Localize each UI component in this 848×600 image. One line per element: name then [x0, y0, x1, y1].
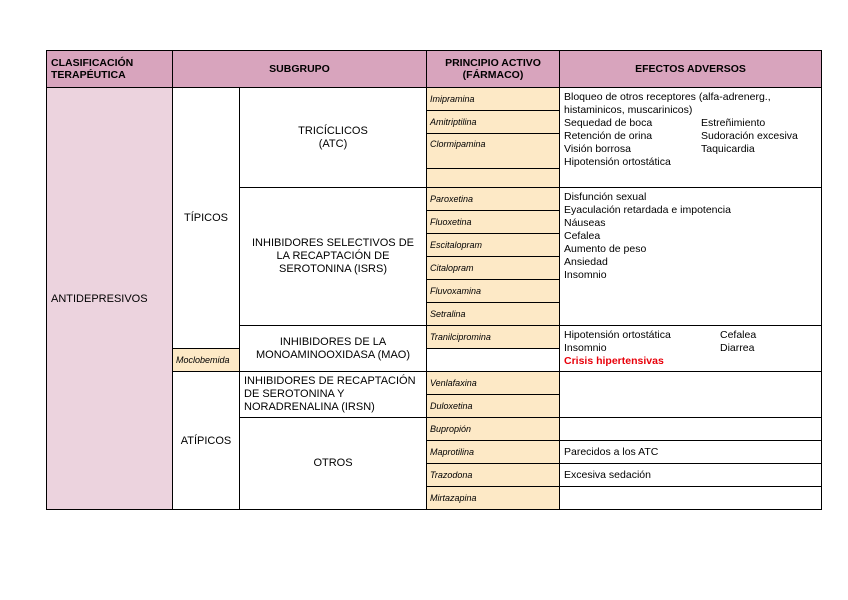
drug-fluvoxamina: Fluvoxamina — [427, 280, 560, 303]
drug-maprotilina: Maprotilina — [427, 441, 560, 464]
header-principio: PRINCIPIO ACTIVO (FÁRMACO) — [427, 51, 560, 88]
drug-paroxetina: Paroxetina — [427, 188, 560, 211]
drug-escitalopram: Escitalopram — [427, 234, 560, 257]
drug-tranilcipromina: Tranilcipromina — [427, 326, 560, 349]
irsn-effects-cell — [560, 372, 822, 418]
effect-pair — [564, 329, 817, 342]
mao-effects-cell — [560, 326, 822, 372]
effect-text: Hipotensión ortostática — [564, 156, 671, 168]
effect-text: Bloqueo de otros receptores (alfa-adrenerg., — [564, 91, 771, 103]
drug-imipramina: Imipramina — [427, 88, 560, 111]
drug-mirtazapina: Mirtazapina — [427, 487, 560, 510]
atc-effects-cell — [560, 88, 822, 188]
drug-bupropion: Bupropión — [427, 418, 560, 441]
categoria-cell: ANTIDEPRESIVOS — [47, 88, 173, 510]
effect-pair — [564, 117, 817, 130]
effect-text: Estreñimiento — [701, 117, 766, 129]
otros-effect-3 — [560, 487, 822, 510]
effect-text: Eyaculación retardada e impotencia — [564, 204, 731, 216]
atc-group-cell — [240, 88, 427, 188]
drug-setralina: Setralina — [427, 303, 560, 326]
tipicos-cell: TÍPICOS — [173, 88, 240, 349]
drug-classification-table — [46, 50, 822, 510]
effect-pair — [564, 130, 817, 143]
effect-pair — [564, 143, 817, 156]
isrs-effects-cell — [560, 188, 822, 326]
drug-fluoxetina: Fluoxetina — [427, 211, 560, 234]
effect-text: histaminicos, muscarinicos) — [564, 104, 693, 116]
effect-text: Insomnio — [564, 269, 607, 281]
effect-alert-text: Crisis hipertensivas — [564, 355, 664, 367]
effect-text: Cefalea — [564, 230, 601, 242]
drug-venlafaxina: Venlafaxina — [427, 372, 560, 395]
effect-text: Insomnio — [564, 342, 607, 354]
drug-trazodona: Trazodona — [427, 464, 560, 487]
effect-text: Aumento de peso — [564, 243, 647, 255]
effect-text: Diarrea — [720, 342, 755, 354]
atipicos-cell: ATÍPICOS — [173, 372, 240, 510]
header-subgrupo: SUBGRUPO — [173, 51, 427, 88]
otros-group-cell: OTROS — [240, 418, 427, 510]
drug-amitriptilina: Amitriptilina — [427, 111, 560, 134]
effect-text: Ansiedad — [564, 256, 608, 268]
effect-text: Cefalea — [720, 329, 757, 341]
effect-text: Sudoración excesiva — [701, 130, 798, 142]
effect-text: Retención de orina — [564, 130, 653, 142]
table-row — [47, 88, 822, 111]
drug-spacer — [427, 169, 560, 188]
drug-citalopram: Citalopram — [427, 257, 560, 280]
header-row — [47, 51, 822, 88]
effect-pair — [564, 342, 817, 355]
drug-moclobemida: Moclobemida — [173, 349, 240, 372]
effect-text: Sequedad de boca — [564, 117, 653, 129]
isrs-group-cell: INHIBIDORES SELECTIVOS DE LA RECAPTACIÓN DE SEROTONINA (ISRS) — [240, 188, 427, 326]
effect-text: Náuseas — [564, 217, 606, 229]
drug-clormipamina: Clormipamina — [427, 134, 560, 169]
otros-effect-1: Parecidos a los ATC — [560, 441, 822, 464]
irsn-group-cell: INHIBIDORES DE RECAPTACIÓN DE SEROTONINA Y NORADRENALINA (IRSN) — [240, 372, 427, 418]
otros-effect-2: Excesiva sedación — [560, 464, 822, 487]
atc-group-line1: TRICÍCLICOS — [298, 124, 368, 137]
header-clasificacion: CLASIFICACIÓN TERAPÉUTICA — [47, 51, 173, 88]
effect-text: Taquicardia — [701, 143, 755, 155]
effect-text: Hipotensión ortostática — [564, 329, 671, 341]
header-efectos: EFECTOS ADVERSOS — [560, 51, 822, 88]
effect-text: Visión borrosa — [564, 143, 631, 155]
drug-duloxetina: Duloxetina — [427, 395, 560, 418]
effect-text: Disfunción sexual — [564, 191, 647, 203]
otros-effect-0 — [560, 418, 822, 441]
mao-group-cell: INHIBIDORES DE LA MONOAMINOOXIDASA (MAO) — [240, 326, 427, 372]
atc-group-line2: (ATC) — [318, 137, 348, 150]
